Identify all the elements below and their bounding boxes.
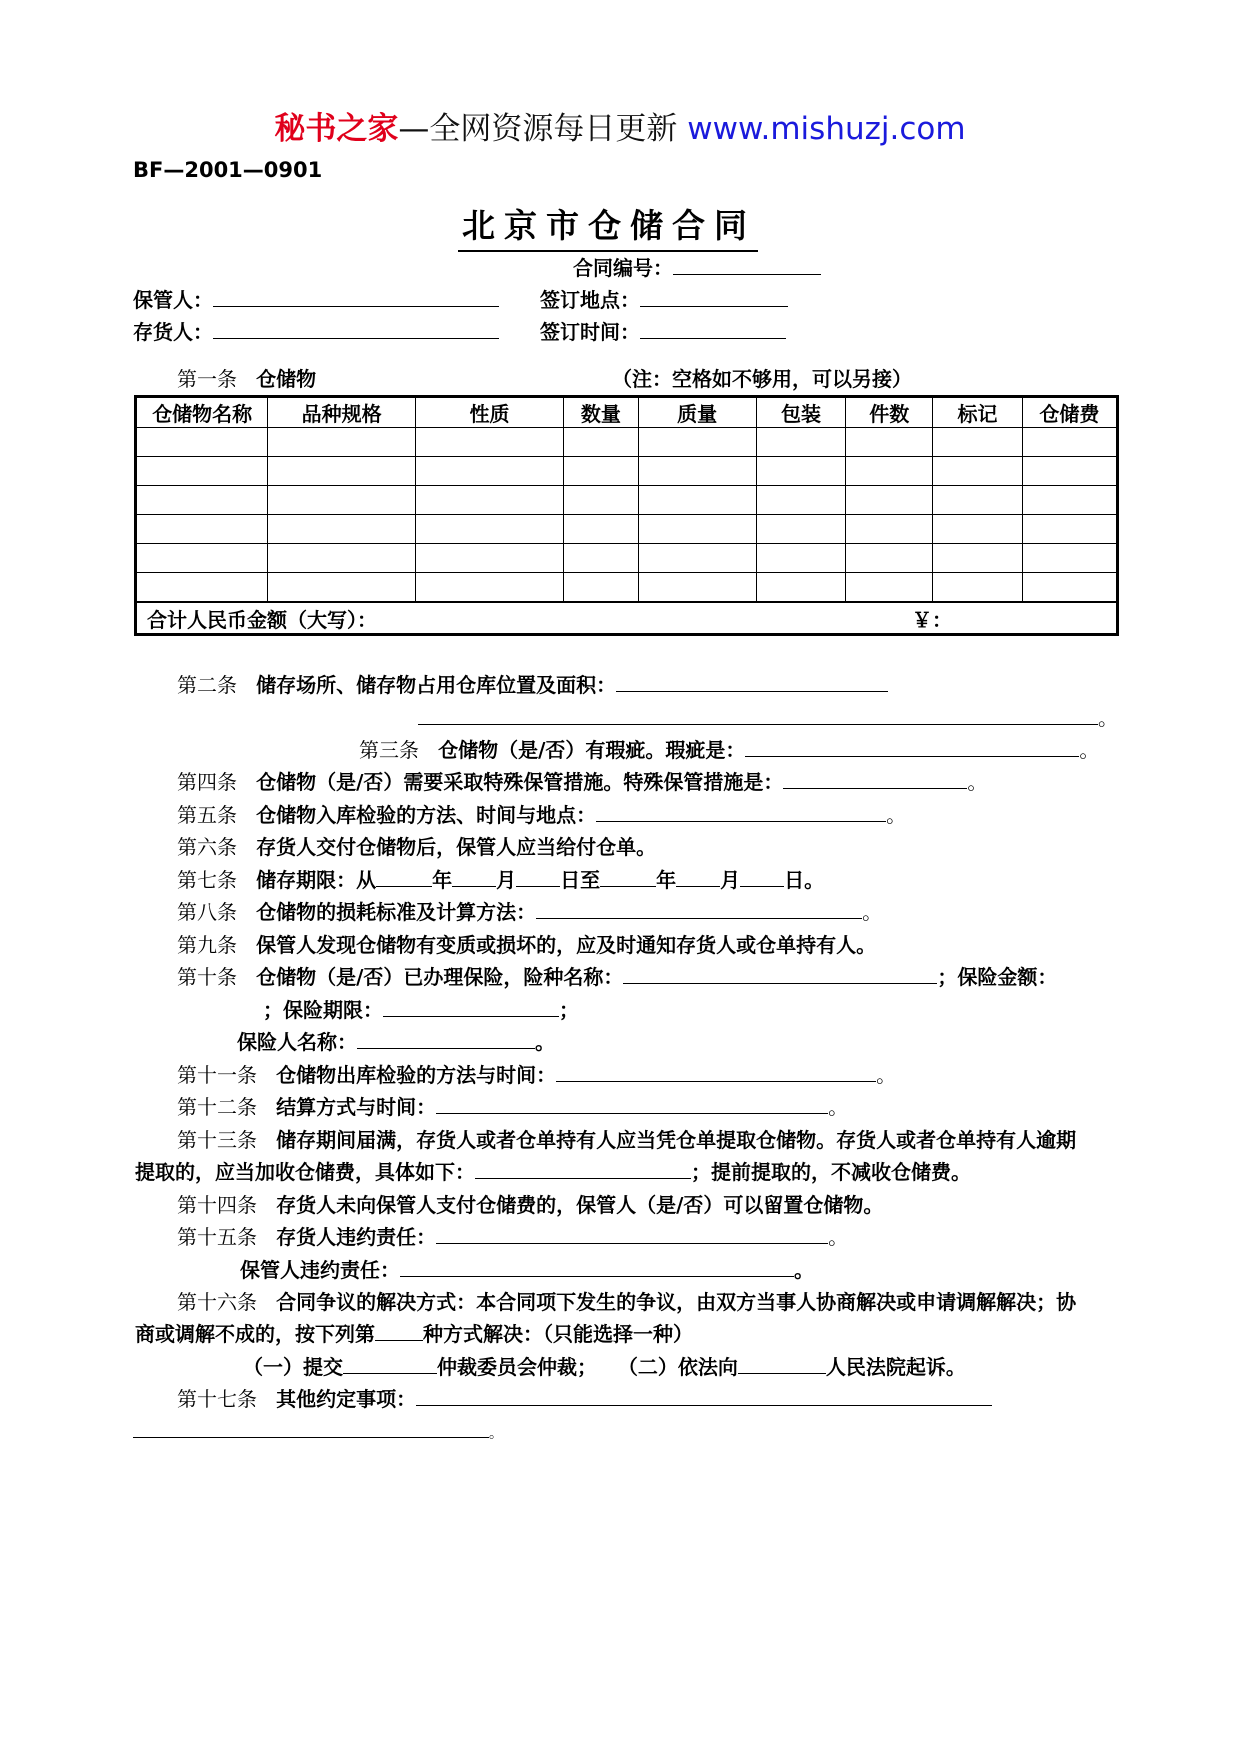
article-16-text: 合同争议的解决方式：本合同项下发生的争议，由双方当事人协商解决或申请调解解决；协 — [276, 1290, 1077, 1314]
table-cell[interactable] — [136, 544, 268, 573]
depositor-blank[interactable] — [213, 337, 499, 339]
table-cell[interactable] — [846, 515, 933, 544]
contract-no-field — [573, 256, 821, 280]
table-row — [136, 544, 1118, 573]
article-7 — [177, 868, 824, 892]
article-15-text: 存货人违约责任： — [276, 1225, 437, 1249]
column-header: 质量 — [638, 397, 756, 428]
article-8-blank[interactable] — [536, 917, 862, 919]
article-1-note: （注：空格如不够用，可以另接） — [612, 367, 912, 391]
table-cell[interactable] — [1022, 457, 1117, 486]
article-16-line2-tail: 种方式解决：（只能选择一种） — [423, 1322, 693, 1346]
article-15-keeper-end: 。 — [794, 1258, 814, 1282]
table-cell[interactable] — [933, 428, 1022, 457]
article-4-text: 仓储物（是/否）需要采取特殊保管措施。特殊保管措施是： — [256, 770, 784, 794]
article-8 — [177, 900, 882, 924]
start-month-blank[interactable] — [452, 885, 496, 887]
insurance-period-blank[interactable] — [383, 1015, 559, 1017]
article-14-number: 第十四条 — [177, 1193, 257, 1217]
end-month-blank[interactable] — [676, 885, 720, 887]
article-15-end: 。 — [828, 1225, 849, 1249]
table-cell[interactable] — [638, 573, 756, 603]
page-title: 北京市仓储合同 — [458, 200, 758, 252]
table-cell[interactable] — [846, 544, 933, 573]
article-2-text: 储存场所、储存物占用仓库位置及面积： — [256, 673, 617, 697]
insurer-blank[interactable] — [357, 1047, 535, 1049]
table-cell[interactable] — [756, 486, 845, 515]
article-17-text: 其他约定事项： — [276, 1387, 417, 1411]
article-2-blank[interactable] — [616, 690, 888, 692]
article-9-text: 保管人发现仓储物有变质或损坏的，应及时通知存货人或仓单持有人。 — [256, 933, 877, 957]
article-15-number: 第十五条 — [177, 1225, 257, 1249]
insurance-type-blank[interactable] — [623, 982, 937, 984]
month-label: 月 — [720, 868, 741, 892]
table-cell[interactable] — [136, 486, 268, 515]
table-cell[interactable] — [564, 486, 638, 515]
resolution-choice-blank[interactable] — [375, 1339, 423, 1341]
column-header: 仓储物名称 — [136, 397, 268, 428]
table-cell[interactable] — [1022, 428, 1117, 457]
keeper-label: 保管人： — [133, 288, 213, 312]
start-day-blank[interactable] — [516, 885, 560, 887]
article-13-line2 — [135, 1160, 971, 1184]
column-header: 包装 — [756, 397, 845, 428]
table-cell[interactable] — [1022, 515, 1117, 544]
table-cell[interactable] — [415, 486, 563, 515]
table-cell[interactable] — [564, 544, 638, 573]
table-cell[interactable] — [1022, 544, 1117, 573]
sign-place-blank[interactable] — [640, 305, 788, 307]
insurer-label: 保险人名称： — [237, 1030, 357, 1054]
storage-goods-table — [134, 395, 1119, 636]
table-cell[interactable] — [756, 428, 845, 457]
table-row — [136, 457, 1118, 486]
table-cell[interactable] — [268, 573, 415, 603]
article-15 — [177, 1225, 848, 1249]
article-2-line2 — [418, 706, 1118, 730]
total-cell[interactable] — [136, 602, 1118, 635]
sign-place-field — [540, 288, 788, 312]
column-header: 标记 — [933, 397, 1022, 428]
sign-time-field — [540, 320, 786, 344]
article-9-number: 第九条 — [177, 933, 237, 957]
insurance-period-label: ；保险期限： — [263, 998, 383, 1022]
table-cell[interactable] — [1022, 486, 1117, 515]
article-3 — [359, 738, 1099, 762]
option-2-label: （二）依法向 — [617, 1355, 738, 1379]
article-13-number: 第十三条 — [177, 1128, 257, 1152]
option-1-tail: 仲裁委员会仲裁； — [437, 1355, 597, 1379]
article-16-options — [243, 1355, 966, 1379]
article-10-text: 仓储物（是/否）已办理保险，险种名称： — [256, 965, 624, 989]
article-12-number: 第十二条 — [177, 1095, 257, 1119]
article-10-line2 — [263, 998, 579, 1022]
article-8-end: 。 — [862, 900, 883, 924]
end-year-blank[interactable] — [600, 885, 656, 887]
banner-brand: 秘书之家 — [274, 111, 399, 147]
yen-label: ￥： — [912, 607, 952, 632]
article-13-text: 储存期间届满，存货人或者仓单持有人应当凭仓单提取仓储物。存货人或者仓单持有人逾期 — [276, 1128, 1077, 1152]
table-cell[interactable] — [638, 486, 756, 515]
table-row — [136, 486, 1118, 515]
table-total-row — [136, 602, 1118, 635]
article-17 — [177, 1387, 992, 1411]
table-cell[interactable] — [136, 573, 268, 603]
table-cell[interactable] — [756, 515, 845, 544]
article-9 — [177, 933, 876, 957]
article-1-title: 仓储物 — [256, 367, 317, 391]
column-header: 性质 — [415, 397, 563, 428]
column-header: 仓储费 — [1022, 397, 1117, 428]
table-cell[interactable] — [933, 486, 1022, 515]
article-15-line2 — [240, 1258, 814, 1282]
table-cell[interactable] — [268, 457, 415, 486]
article-16-line2-text: 商或调解不成的，按下列第 — [135, 1322, 375, 1346]
sign-place-label: 签订地点： — [540, 288, 640, 312]
table-row — [136, 428, 1118, 457]
article-7-from: 储存期限：从 — [256, 868, 377, 892]
table-cell[interactable] — [564, 457, 638, 486]
article-16 — [177, 1290, 1076, 1314]
table-cell[interactable] — [846, 428, 933, 457]
article-17-number: 第十七条 — [177, 1387, 257, 1411]
contract-no-blank[interactable] — [673, 273, 821, 275]
table-cell[interactable] — [136, 428, 268, 457]
article-16-number: 第十六条 — [177, 1290, 257, 1314]
article-2 — [177, 673, 888, 697]
table-row — [136, 515, 1118, 544]
table-cell[interactable] — [756, 573, 845, 603]
article-5-blank[interactable] — [596, 820, 886, 822]
table-cell[interactable] — [415, 573, 563, 603]
article-10-line3 — [237, 1030, 555, 1054]
keeper-liability-label: 保管人违约责任： — [240, 1258, 400, 1282]
article-6-text: 存货人交付仓储物后，保管人应当给付仓单。 — [256, 835, 657, 859]
article-11-blank[interactable] — [556, 1080, 876, 1082]
article-10-number: 第十条 — [177, 965, 237, 989]
article-14-text: 存货人未向保管人支付仓储费的，保管人（是/否）可以留置仓储物。 — [276, 1193, 884, 1217]
column-header: 数量 — [564, 397, 638, 428]
article-15-blank[interactable] — [436, 1242, 828, 1244]
day-label: 日。 — [784, 868, 825, 892]
year-label: 年 — [432, 868, 453, 892]
table-cell[interactable] — [415, 544, 563, 573]
table-body — [136, 428, 1118, 603]
article-13-line2-text: 提取的，应当加收仓储费，具体如下： — [135, 1160, 475, 1184]
article-3-text: 仓储物（是/否）有瑕疵。瑕疵是： — [438, 738, 746, 762]
article-4-blank[interactable] — [783, 787, 967, 789]
table-cell[interactable] — [756, 544, 845, 573]
article-5-number: 第五条 — [177, 803, 237, 827]
option-1-label: （一）提交 — [243, 1355, 343, 1379]
option-2-tail: 人民法院起诉。 — [825, 1355, 966, 1379]
article-4 — [177, 770, 987, 794]
table-cell[interactable] — [136, 515, 268, 544]
article-5 — [177, 803, 906, 827]
article-4-end: 。 — [967, 770, 988, 794]
article-1-number: 第一条 — [177, 367, 237, 391]
article-3-blank[interactable] — [745, 755, 1079, 757]
article-1-heading — [177, 367, 316, 391]
article-13-end: ；提前提取的，不减收仓储费。 — [691, 1160, 971, 1184]
start-year-blank[interactable] — [376, 885, 432, 887]
keeper-liability-blank[interactable] — [400, 1275, 794, 1277]
table-cell[interactable] — [415, 428, 563, 457]
keeper-field — [133, 288, 499, 312]
table-cell[interactable] — [136, 457, 268, 486]
article-16-line2 — [135, 1322, 693, 1346]
table-cell[interactable] — [638, 457, 756, 486]
article-6-number: 第六条 — [177, 835, 237, 859]
article-6 — [177, 835, 656, 859]
article-11-number: 第十一条 — [177, 1063, 257, 1087]
article-2-blank-2[interactable] — [418, 723, 1098, 725]
table-cell[interactable] — [564, 573, 638, 603]
banner-tagline: —全网资源每日更新 — [398, 111, 678, 147]
insurance-amount-label: ；保险金额： — [937, 965, 1058, 989]
table-cell[interactable] — [846, 457, 933, 486]
table-cell[interactable] — [846, 486, 933, 515]
article-12-blank[interactable] — [436, 1112, 828, 1114]
sign-time-label: 签订时间： — [540, 320, 640, 344]
document-number: BF—2001—0901 — [133, 158, 323, 182]
table-cell[interactable] — [933, 573, 1022, 603]
table-cell[interactable] — [564, 515, 638, 544]
semicolon: ； — [559, 998, 579, 1022]
article-3-number: 第三条 — [359, 738, 419, 762]
article-11-text: 仓储物出库检验的方法与时间： — [276, 1063, 557, 1087]
table-cell[interactable] — [415, 457, 563, 486]
keeper-blank[interactable] — [213, 305, 499, 307]
article-13 — [177, 1128, 1076, 1152]
arbitration-blank[interactable] — [343, 1372, 437, 1374]
article-10 — [177, 965, 1057, 989]
site-banner — [0, 103, 1240, 148]
article-12-text: 结算方式与时间： — [276, 1095, 437, 1119]
table-cell[interactable] — [415, 515, 563, 544]
article-4-number: 第四条 — [177, 770, 237, 794]
article-3-end: 。 — [1079, 738, 1100, 762]
table-cell[interactable] — [268, 486, 415, 515]
table-cell[interactable] — [1022, 573, 1117, 603]
court-blank[interactable] — [738, 1372, 826, 1374]
contract-no-label: 合同编号： — [573, 256, 673, 280]
article-2-number: 第二条 — [177, 673, 237, 697]
article-11-end: 。 — [876, 1063, 897, 1087]
article-8-number: 第八条 — [177, 900, 237, 924]
article-7-number: 第七条 — [177, 868, 237, 892]
article-17-blank[interactable] — [416, 1404, 992, 1406]
table-cell[interactable] — [638, 428, 756, 457]
article-17-line2 — [133, 1419, 503, 1446]
table-cell[interactable] — [638, 515, 756, 544]
table-cell[interactable] — [564, 428, 638, 457]
depositor-label: 存货人： — [133, 320, 213, 344]
table-cell[interactable] — [638, 544, 756, 573]
sign-time-blank[interactable] — [640, 337, 786, 339]
article-5-end: 。 — [886, 803, 907, 827]
article-2-end: 。 — [1098, 706, 1118, 730]
article-10-end: 。 — [535, 1030, 555, 1054]
table-cell[interactable] — [756, 457, 845, 486]
table-row — [136, 573, 1118, 603]
table-cell[interactable] — [933, 515, 1022, 544]
article-5-text: 仓储物入库检验的方法、时间与地点： — [256, 803, 597, 827]
column-header: 品种规格 — [268, 397, 415, 428]
year-label: 年 — [656, 868, 677, 892]
table-cell[interactable] — [268, 428, 415, 457]
banner-url[interactable]: www.mishuzj.com — [687, 111, 966, 147]
table-cell[interactable] — [933, 544, 1022, 573]
depositor-field — [133, 320, 499, 344]
article-17-blank-2[interactable] — [133, 1436, 489, 1438]
total-label: 合计人民币金额（大写）： — [147, 607, 377, 632]
article-11 — [177, 1063, 896, 1087]
day-to-label: 日至 — [560, 868, 601, 892]
article-8-text: 仓储物的损耗标准及计算方法： — [256, 900, 537, 924]
article-14 — [177, 1193, 883, 1217]
table-cell[interactable] — [933, 457, 1022, 486]
table-cell[interactable] — [268, 544, 415, 573]
article-12 — [177, 1095, 848, 1119]
article-13-blank[interactable] — [475, 1177, 691, 1179]
table-cell[interactable] — [846, 573, 933, 603]
column-header: 件数 — [846, 397, 933, 428]
month-label: 月 — [496, 868, 517, 892]
table-header-row — [136, 397, 1118, 428]
article-17-end: 。 — [489, 1426, 503, 1442]
article-12-end: 。 — [828, 1095, 849, 1119]
end-day-blank[interactable] — [740, 885, 784, 887]
table-cell[interactable] — [268, 515, 415, 544]
